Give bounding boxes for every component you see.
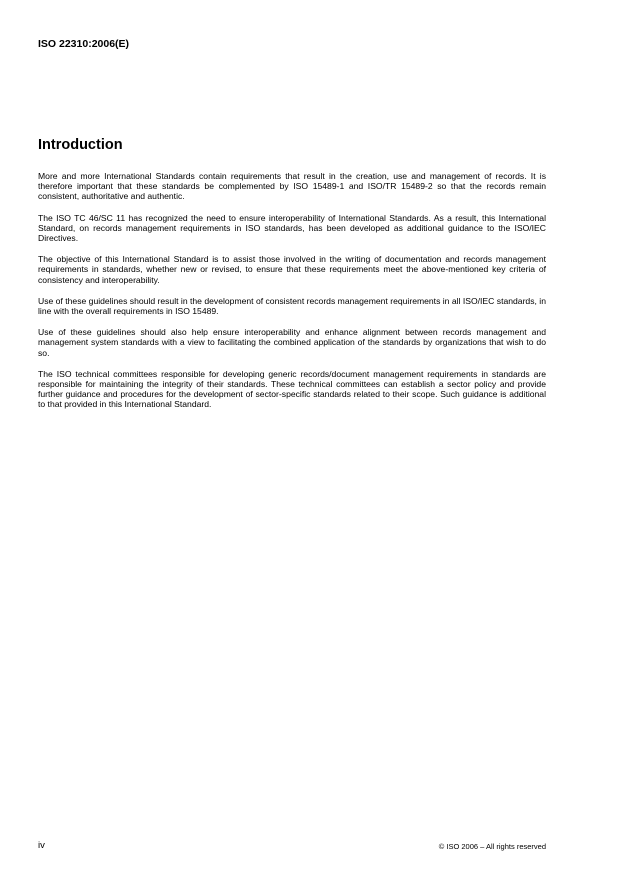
- body-text: [38, 171, 546, 421]
- paragraph-5: Use of these guidelines should also help ensure interoperability and enhance alignment between records management and management system standards with a view to facilitating the combined application of the standards by organizations that wish to do so.: [38, 327, 546, 358]
- document-id: ISO 22310:2006(E): [38, 38, 130, 50]
- paragraph-2: The ISO TC 46/SC 11 has recognized the need to ensure interoperability of International Standards. As a result, this International Standard, on records management requirements in ISO standards, has been developed as additional guidance to the ISO/IEC Directives.: [38, 212, 546, 244]
- page-number: iv: [38, 840, 45, 851]
- section-title: Introduction: [38, 137, 123, 153]
- paragraph-1: More and more International Standards contain requirements that result in the creation, use and management of records. It is therefore important that these standards be complemented by ISO 15489-1 and ISO/TR 15489-2 so that the records remain consistent, authoritative and authentic.: [38, 171, 546, 202]
- paragraph-3: The objective of this International Standard is to assist those involved in the writing of documentation and records management requirements in standards, whether new or revised, to ensure that these requirements meet the above-mentioned key criteria of consistency and interoperability.: [38, 254, 546, 285]
- paragraph-6: The ISO technical committees responsible for developing generic records/document management requirements in standards are responsible for maintaining the integrity of their standards. These technical committees can establish a sector policy and provide further guidance and procedures for the development of sector-specific standards related to their scope. Such guidance is additional to that provided in this International Standard.: [38, 368, 546, 410]
- copyright-notice: © ISO 2006 – All rights reserved: [438, 842, 546, 851]
- paragraph-4: Use of these guidelines should result in the development of consistent records management requirements in all ISO/IEC standards, in line with the overall requirements in ISO 15489.: [38, 295, 546, 317]
